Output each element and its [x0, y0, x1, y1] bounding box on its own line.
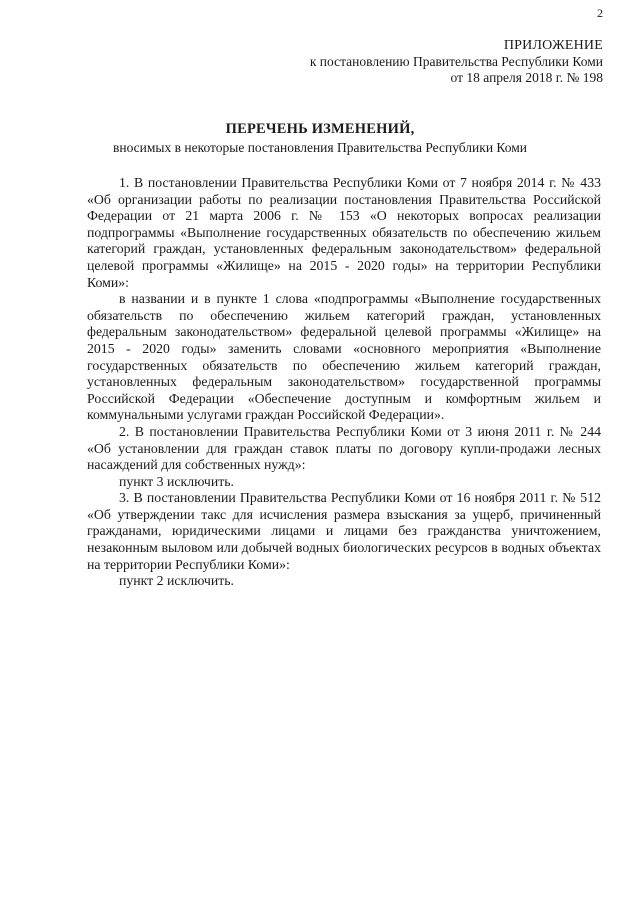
document-subtitle: вносимых в некоторые постановления Правительства Республики Коми [112, 140, 528, 155]
paragraph-item-2: 2. В постановлении Правительства Республики Коми от 3 июня 2011 г. № 244 «Об установлении для граждан ставок платы по договору купли-продажи лесных насаждений для собственных нужд»: [87, 423, 601, 473]
document-title: ПЕРЕЧЕНЬ ИЗМЕНЕНИЙ, [225, 121, 415, 137]
page-number: 2 [597, 6, 603, 20]
paragraph-item-3: 3. В постановлении Правительства Республики Коми от 16 ноября 2011 г. № 512 «Об утверждении такс для исчисления размера взыскания за ущерб, причиненный гражданами, юридическими лицами и лицами без гражданства уничтожением, незаконным выловом или добычей водных биологических ресурсов в водных объектах на территории Республики Коми»: [87, 490, 601, 572]
appendix-title: ПРИЛОЖЕНИЕ [503, 38, 603, 53]
document-body [87, 175, 601, 590]
appendix-block [310, 38, 603, 86]
paragraph-item-2-change: пункт 3 исключить. [119, 473, 234, 489]
paragraph-item-1: 1. В постановлении Правительства Республики Коми от 7 ноября 2014 г. № 433 «Об организации работы по реализации постановления Правительства Российской Федерации от 21 марта 2006 г. № 153 «О некоторых вопросах реализации подпрограммы «Выполнение государственных обязательств по обеспечению жильем категорий граждан, установленных федеральным законодательством» федеральной целевой программы «Жилище» на 2015 - 2020 годы» на территории Республики Коми»: [87, 175, 601, 290]
paragraph-item-3-change: пункт 2 исключить. [119, 573, 234, 589]
appendix-date-line: от 18 апреля 2018 г. № 198 [450, 70, 603, 85]
appendix-reference-line: к постановлению Правительства Республики Коми [309, 54, 603, 69]
paragraph-item-1-change: в названии и в пункте 1 слова «подпрограммы «Выполнение государственных обязательств по обеспечению жильем категорий граждан, установленных федеральным законодательством» федеральной целевой программы «Жилище» на 2015 - 2020 годы» заменить словами «основного мероприятия «Выполнение государственных обязательств по обеспечению жильем категорий граждан, установленных федеральным законодательством» государственной программы Российской Федерации «Обеспечение доступным и комфортным жильем и коммунальными услугами граждан Российской Федерации». [87, 291, 601, 423]
